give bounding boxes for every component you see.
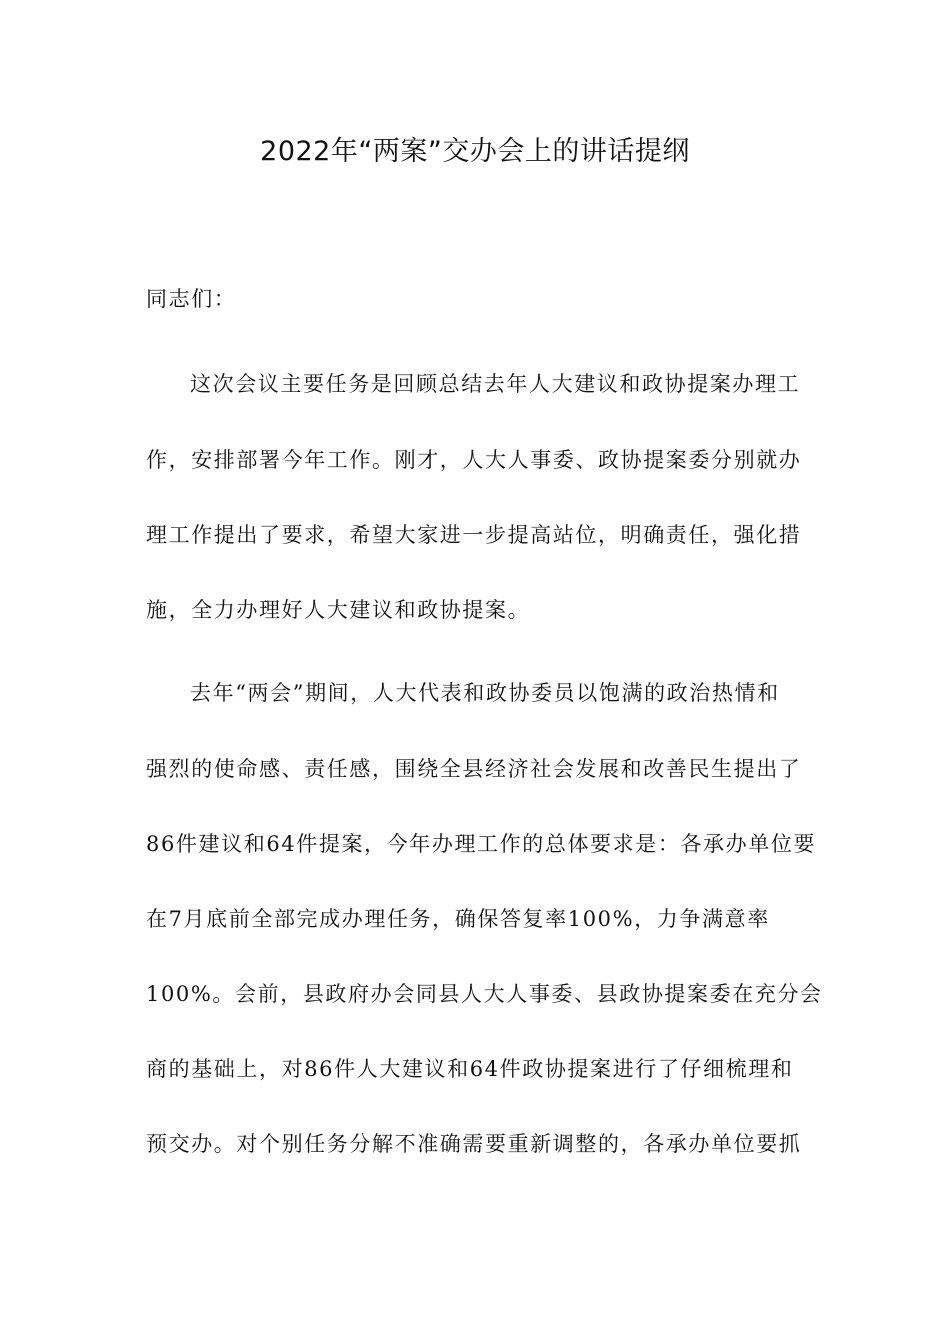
paragraph-1-line-3: 理工作提出了要求，希望大家进一步提高站位，明确责任，强化措 (146, 523, 802, 547)
paragraph-2-line-7: 预交办。对个别任务分解不准确需要重新调整的，各承办单位要抓 (146, 1132, 802, 1156)
paragraph-2-line-6: 商的基础上，对86件人大建议和64件政协提案进行了仔细梳理和 (146, 1057, 794, 1081)
paragraph-2-line-5: 100%。会前，县政府办会同县人大人事委、县政协提案委在充分会 (146, 982, 823, 1006)
paragraph-1-line-4: 施，全力办理好人大建议和政协提案。 (146, 598, 531, 622)
paragraph-2-line-1: 去年“两会”期间，人大代表和政协委员以饱满的政治热情和 (190, 681, 780, 705)
paragraph-1-line-2: 作，安排部署今年工作。刚才，人大人事委、政协提案委分别就办 (146, 448, 802, 472)
document-title: 2022年“两案”交办会上的讲话提纲 (260, 136, 690, 167)
salutation: 同志们： (146, 287, 237, 311)
paragraph-2-line-3: 86件建议和64件提案，今年办理工作的总体要求是：各承办单位要 (146, 832, 817, 856)
paragraph-2-line-2: 强烈的使命感、责任感，围绕全县经济社会发展和改善民生提出了 (146, 757, 802, 781)
paragraph-2-line-4: 在7月底前全部完成办理任务，确保答复率100%，力争满意率 (146, 907, 770, 931)
paragraph-1-line-1: 这次会议主要任务是回顾总结去年人大建议和政协提案办理工 (190, 372, 801, 396)
